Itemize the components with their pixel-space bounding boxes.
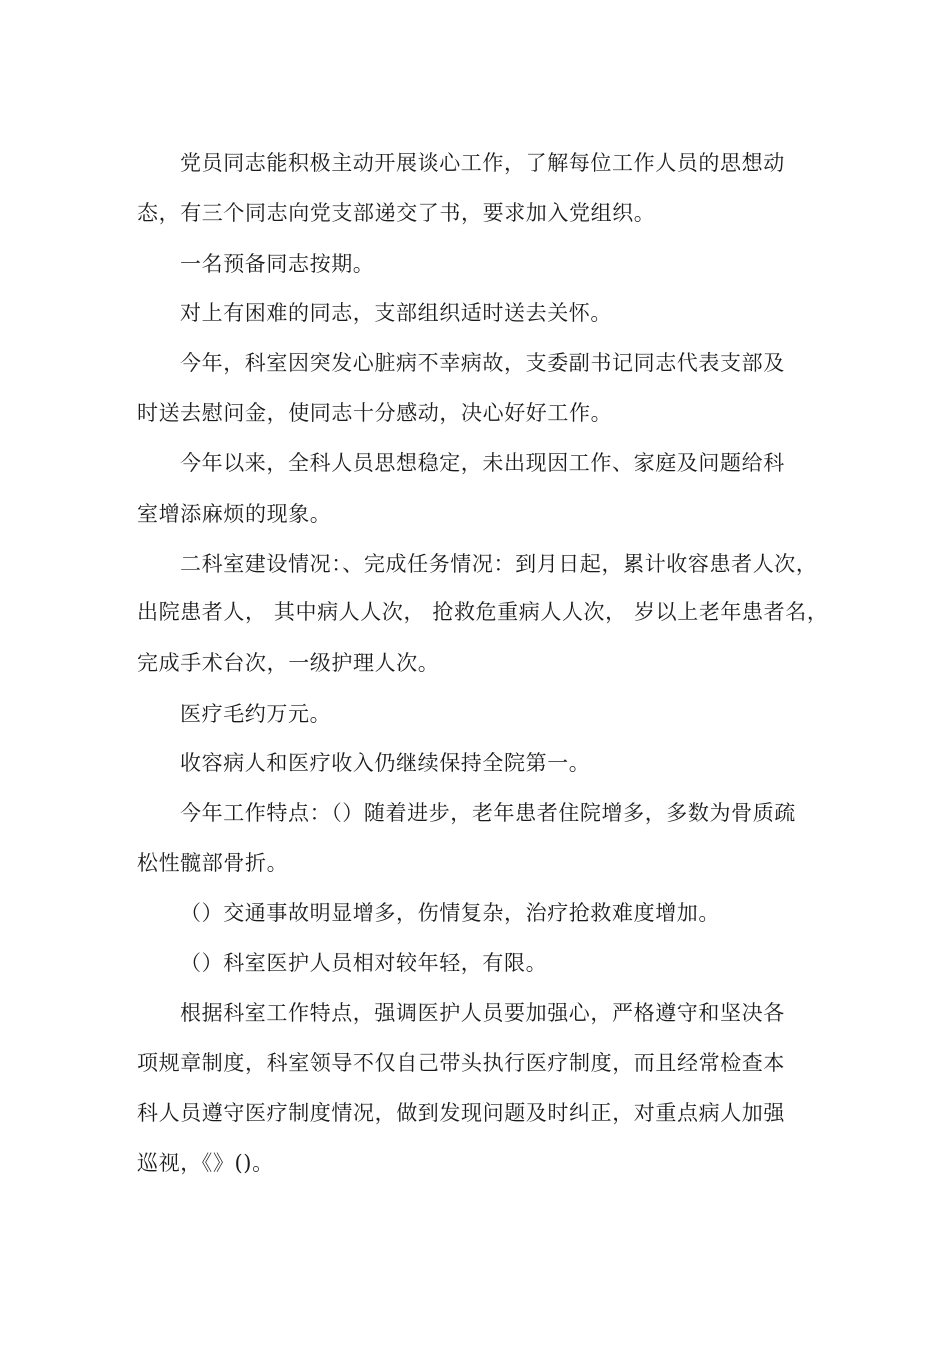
text-line-19: 项规章制度，科室领导不仅自己带头执行医疗制度，而且经常检查本	[137, 1051, 785, 1075]
text-line-11: 完成手术台次，一级护理人次。	[137, 651, 440, 675]
text-line-21: 巡视，《》()。	[137, 1151, 274, 1175]
text-line-8: 室增添麻烦的现象。	[137, 502, 332, 526]
text-line-18: 根据科室工作特点，强调医护人员要加强心，严格遵守和坚决各	[180, 1001, 785, 1025]
text-line-2: 态，有三个同志向党支部递交了书，要求加入党组织。	[137, 201, 656, 225]
text-line-14: 今年工作特点：（）随着进步，老年患者住院增多，多数为骨质疏	[180, 801, 796, 825]
text-line-3: 一名预备同志按期。	[180, 252, 375, 276]
text-line-15: 松性髋部骨折。	[137, 851, 289, 875]
text-line-6: 时送去慰问金，使同志十分感动，决心好好工作。	[137, 401, 613, 425]
text-line-13: 收容病人和医疗收入仍继续保持全院第一。	[180, 751, 591, 775]
text-line-4: 对上有困难的同志，支部组织适时送去关怀。	[180, 301, 612, 325]
text-line-10: 出院患者人， 其中病人人次， 抢救危重病人人次， 岁以上老年患者名，	[137, 600, 829, 624]
text-line-5: 今年，科室因突发心脏病不幸病故，支委副书记同志代表支部及	[180, 351, 785, 375]
text-line-1: 党员同志能积极主动开展谈心工作，了解每位工作人员的思想动	[180, 151, 785, 175]
text-line-12: 医疗毛约万元。	[180, 702, 332, 726]
text-line-9: 二科室建设情况：、完成任务情况：到月日起，累计收容患者人次，	[180, 552, 818, 576]
text-line-7: 今年以来，全科人员思想稳定，未出现因工作、家庭及问题给科	[180, 451, 785, 475]
text-line-17: （）科室医护人员相对较年轻，有限。	[180, 951, 548, 975]
text-line-16: （）交通事故明显增多，伤情复杂，治疗抢救难度增加。	[180, 901, 720, 925]
text-line-20: 科人员遵守医疗制度情况，做到发现问题及时纠正，对重点病人加强	[137, 1101, 785, 1125]
